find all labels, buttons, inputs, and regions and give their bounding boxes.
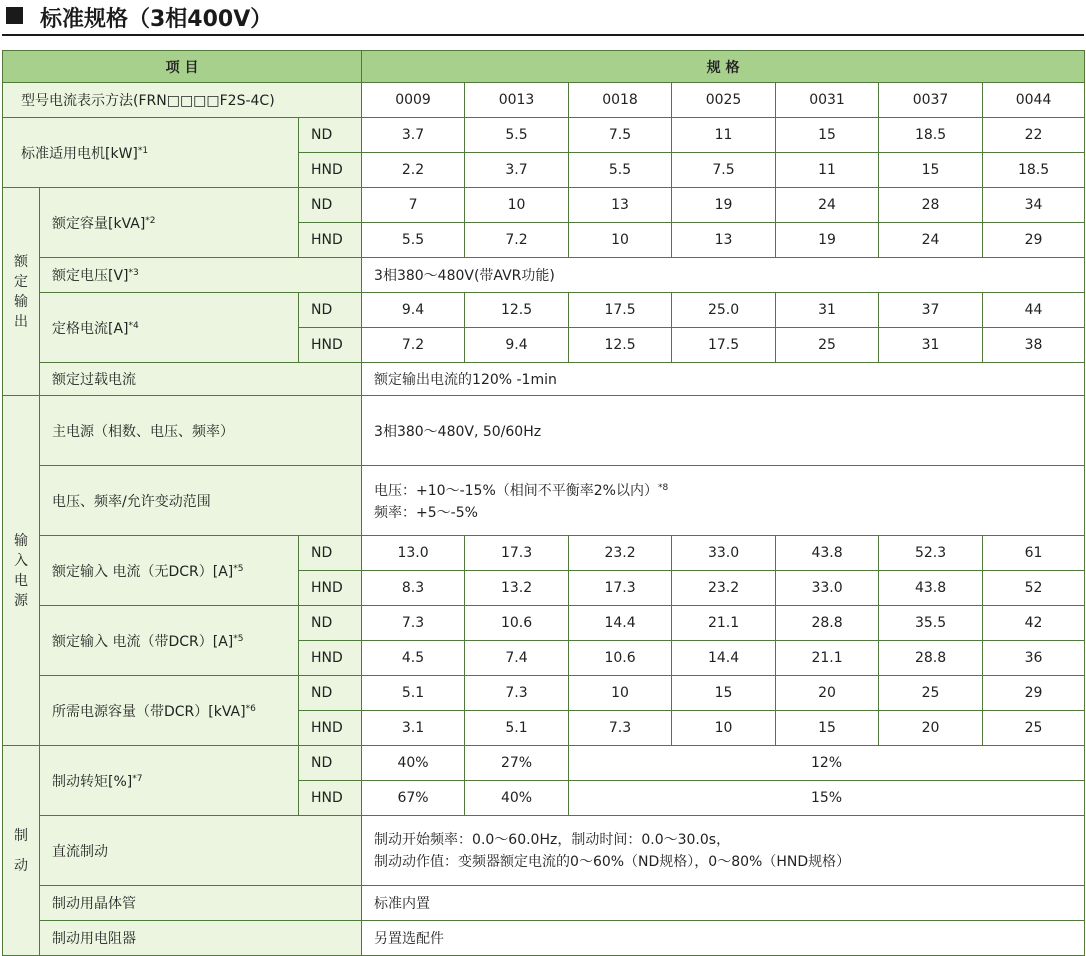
capacity-dcr-label: 所需电源容量（带DCR）[kVA]$^{*6}$: [40, 676, 299, 746]
model-row: [3, 83, 1085, 118]
table-cell: 27%: [465, 746, 569, 781]
table-cell: 25: [776, 328, 879, 363]
page-title: 标准规格（3相400V）: [40, 7, 273, 32]
table-cell: 17.3: [569, 571, 672, 606]
table-cell: 17.3: [465, 536, 569, 571]
table-cell: 7.2: [362, 328, 465, 363]
model-cell: 0018: [569, 83, 672, 118]
table-cell: 4.5: [362, 641, 465, 676]
table-cell: 52.3: [879, 536, 983, 571]
header-spec: 规 格: [362, 51, 1085, 83]
mode-nd: ND: [299, 118, 362, 153]
header-row: [3, 51, 1085, 83]
table-cell: 13: [672, 223, 776, 258]
spec-table: [2, 50, 1085, 956]
table-cell: 3.7: [362, 118, 465, 153]
table-cell: 10: [465, 188, 569, 223]
mode-hnd: HND: [299, 571, 362, 606]
table-cell: 15%: [569, 781, 1085, 816]
motor-nd-row: [3, 118, 1085, 153]
mode-nd: ND: [299, 746, 362, 781]
mode-hnd: HND: [299, 223, 362, 258]
table-cell: 13: [569, 188, 672, 223]
variation-line2: 频率：+5～-5%: [374, 505, 478, 521]
table-cell: 5.1: [465, 711, 569, 746]
model-cell: 0025: [672, 83, 776, 118]
table-cell: 19: [672, 188, 776, 223]
table-cell: 14.4: [569, 606, 672, 641]
table-cell: 24: [879, 223, 983, 258]
mode-nd: ND: [299, 188, 362, 223]
capacity-dcr-nd-row: [3, 676, 1085, 711]
torque-nd-row: [3, 746, 1085, 781]
table-cell: 52: [983, 571, 1085, 606]
table-cell: 28.8: [879, 641, 983, 676]
table-cell: 44: [983, 293, 1085, 328]
title-bar: [2, 0, 1084, 36]
table-cell: 37: [879, 293, 983, 328]
table-cell: 40%: [465, 781, 569, 816]
mode-nd: ND: [299, 676, 362, 711]
table-cell: 7.4: [465, 641, 569, 676]
header-item: 项 目: [3, 51, 362, 83]
table-cell: 11: [672, 118, 776, 153]
table-cell: 7.5: [569, 118, 672, 153]
dc-brake-row: [3, 816, 1085, 886]
input-current-nodcr-nd-row: [3, 536, 1085, 571]
table-cell: 29: [983, 223, 1085, 258]
transistor-label: 制动用晶体管: [40, 886, 362, 921]
table-cell: 23.2: [569, 536, 672, 571]
overload-value: 额定输出电流的120% -1min: [362, 363, 1085, 396]
table-cell: 18.5: [879, 118, 983, 153]
table-cell: 43.8: [776, 536, 879, 571]
table-cell: 10.6: [569, 641, 672, 676]
model-label: 型号电流表示方法(FRN□□□□F2S-4C): [3, 83, 362, 118]
resistor-label: 制动用电阻器: [40, 921, 362, 956]
table-cell: 42: [983, 606, 1085, 641]
table-cell: 43.8: [879, 571, 983, 606]
group-braking: 制 动: [3, 746, 40, 956]
table-cell: 5.5: [362, 223, 465, 258]
capacity-nd-row: [3, 188, 1085, 223]
table-cell: 22: [983, 118, 1085, 153]
table-cell: 5.5: [465, 118, 569, 153]
motor-label: 标准适用电机[kW]$^{*1}$: [3, 118, 299, 188]
transistor-value: 标准内置: [362, 886, 1085, 921]
table-cell: 31: [879, 328, 983, 363]
table-cell: 2.2: [362, 153, 465, 188]
table-cell: 29: [983, 676, 1085, 711]
table-cell: 24: [776, 188, 879, 223]
table-cell: 38: [983, 328, 1085, 363]
transistor-row: [3, 886, 1085, 921]
table-cell: 3.7: [465, 153, 569, 188]
table-cell: 61: [983, 536, 1085, 571]
dc-brake-line1: 制动开始频率：0.0～60.0Hz，制动时间：0.0～30.0s，: [374, 831, 731, 848]
table-cell: 36: [983, 641, 1085, 676]
table-cell: 67%: [362, 781, 465, 816]
variation-line1: 电压：+10～-15%（相间不平衡率2%以内）: [374, 483, 658, 499]
table-cell: 33.0: [672, 536, 776, 571]
table-cell: 12%: [569, 746, 1085, 781]
dc-brake-line2: 制动动作值：变频器额定电流的0～60%（ND规格），0～80%（HND规格）: [374, 853, 851, 870]
table-cell: 7: [362, 188, 465, 223]
table-cell: 14.4: [672, 641, 776, 676]
table-cell: 5.1: [362, 676, 465, 711]
capacity-label: 额定容量[kVA]$^{*2}$: [40, 188, 299, 258]
mode-hnd: HND: [299, 641, 362, 676]
table-cell: 35.5: [879, 606, 983, 641]
dc-brake-label: 直流制动: [40, 816, 362, 886]
table-cell: 20: [776, 676, 879, 711]
table-cell: 21.1: [776, 641, 879, 676]
mode-hnd: HND: [299, 781, 362, 816]
table-cell: 10: [672, 711, 776, 746]
table-cell: 13.2: [465, 571, 569, 606]
voltage-row: [3, 258, 1085, 293]
table-cell: 13.0: [362, 536, 465, 571]
mode-nd: ND: [299, 606, 362, 641]
group-rated-output: 额 定 输 出: [3, 188, 40, 396]
model-cell: 0031: [776, 83, 879, 118]
table-cell: 15: [776, 118, 879, 153]
voltage-value: 3相380～480V(带AVR功能): [362, 258, 1085, 293]
resistor-value: 另置选配件: [362, 921, 1085, 956]
table-cell: 15: [672, 676, 776, 711]
table-cell: 9.4: [362, 293, 465, 328]
current-label: 定格电流$[A]^{*4}$: [40, 293, 299, 363]
input-current-dcr-nd-row: [3, 606, 1085, 641]
table-cell: 12.5: [569, 328, 672, 363]
table-cell: 19: [776, 223, 879, 258]
group-input-power: 输 入 电 源: [3, 396, 40, 746]
table-cell: 10.6: [465, 606, 569, 641]
variation-row: [3, 466, 1085, 536]
table-cell: 23.2: [672, 571, 776, 606]
table-cell: 5.5: [569, 153, 672, 188]
table-cell: 28.8: [776, 606, 879, 641]
input-current-nodcr-label: 额定输入 电流（无$DCR)[A]^{*5}$: [40, 536, 299, 606]
table-cell: 9.4: [465, 328, 569, 363]
table-cell: 8.3: [362, 571, 465, 606]
main-power-label: 主电源（相数、电压、频率）: [40, 396, 362, 466]
current-nd-row: [3, 293, 1085, 328]
table-cell: 34: [983, 188, 1085, 223]
table-cell: 18.5: [983, 153, 1085, 188]
table-cell: 28: [879, 188, 983, 223]
model-cell: 0044: [983, 83, 1085, 118]
main-power-row: [3, 396, 1085, 466]
table-cell: 40%: [362, 746, 465, 781]
mode-nd: ND: [299, 293, 362, 328]
mode-hnd: HND: [299, 153, 362, 188]
table-cell: 17.5: [672, 328, 776, 363]
table-cell: 21.1: [672, 606, 776, 641]
table-cell: 20: [879, 711, 983, 746]
model-cell: 0013: [465, 83, 569, 118]
table-cell: 12.5: [465, 293, 569, 328]
table-cell: 33.0: [776, 571, 879, 606]
table-cell: 7.3: [465, 676, 569, 711]
torque-label: 制动转矩[%]$^{*7}$: [40, 746, 299, 816]
overload-row: [3, 363, 1085, 396]
table-cell: 3.1: [362, 711, 465, 746]
table-cell: 11: [776, 153, 879, 188]
table-cell: 15: [879, 153, 983, 188]
table-cell: 25: [879, 676, 983, 711]
input-current-dcr-label: 额定输入 电流（带$DCR)[A]^{*5}$: [40, 606, 299, 676]
mode-nd: ND: [299, 536, 362, 571]
mode-hnd: HND: [299, 711, 362, 746]
table-cell: 31: [776, 293, 879, 328]
voltage-label: 额定电压$[V]^{*3}$: [40, 258, 362, 293]
table-cell: 7.5: [672, 153, 776, 188]
model-cell: 0037: [879, 83, 983, 118]
table-cell: 17.5: [569, 293, 672, 328]
title-square-icon: [6, 7, 23, 24]
variation-label: 电压、频率/允许变动范围: [40, 466, 362, 536]
variation-value: 电压：+10～-15%（相间不平衡率2%以内）$^{*8}$ 频率：+5～-5%: [362, 466, 1085, 536]
table-cell: 10: [569, 676, 672, 711]
mode-hnd: HND: [299, 328, 362, 363]
table-cell: 7.3: [362, 606, 465, 641]
main-power-value: 3相380～480V, 50/60Hz: [362, 396, 1085, 466]
table-cell: 10: [569, 223, 672, 258]
table-cell: 7.2: [465, 223, 569, 258]
resistor-row: [3, 921, 1085, 956]
table-cell: 25: [983, 711, 1085, 746]
table-cell: 25.0: [672, 293, 776, 328]
table-cell: 15: [776, 711, 879, 746]
table-cell: 7.3: [569, 711, 672, 746]
model-cell: 0009: [362, 83, 465, 118]
overload-label: 额定过载电流: [40, 363, 362, 396]
dc-brake-value: [362, 816, 1085, 886]
